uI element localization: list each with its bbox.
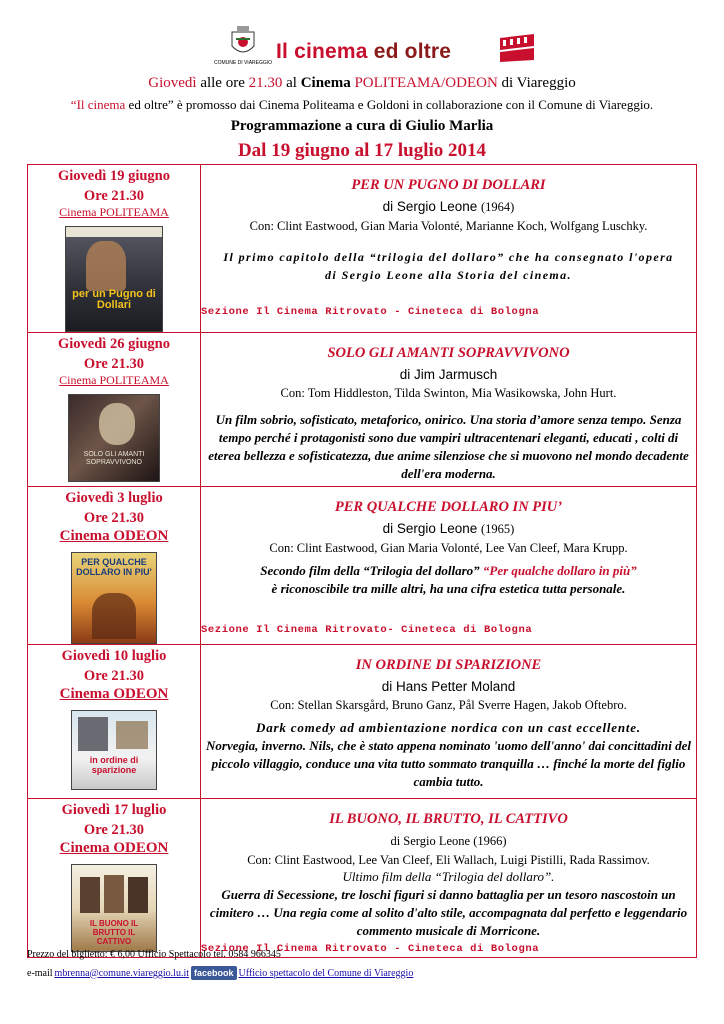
cinema-logo-icon	[500, 34, 534, 62]
promo-text: ed oltre” è promosso dai Cinema Politeama e Goldoni in collaborazione con il Comune di Viareggio.	[125, 97, 654, 112]
brand-part1: Il cinema	[276, 40, 368, 63]
desc-part: Dark comedy ad ambientazione nordica con un cast eccellente.	[256, 720, 641, 735]
event-day: Giovedì	[148, 75, 197, 91]
schedule-cell	[28, 487, 201, 645]
event-text: al	[282, 75, 301, 91]
film-poster	[68, 394, 160, 482]
event-text: alle ore	[196, 75, 249, 91]
film-director: di Jim Jarmusch	[399, 367, 498, 382]
facebook-icon[interactable]: facebook	[191, 966, 237, 980]
film-cast: Con: Clint Eastwood, Lee Van Cleef, Eli Wallach, Luigi Pistilli, Rada Rassimov.	[247, 853, 650, 867]
film-poster	[71, 552, 157, 644]
brand-part2: ed oltre	[373, 40, 452, 63]
film-date: Giovedì 3 luglio	[65, 490, 163, 506]
event-cinema-label: Cinema	[300, 75, 355, 91]
date-range: Dal 19 giugno al 17 luglio 2014	[237, 140, 487, 161]
film-cell	[201, 165, 697, 333]
brand-title	[276, 40, 451, 64]
film-cast: Con: Clint Eastwood, Gian Maria Volonté, Lee Van Cleef, Mara Krupp.	[269, 541, 628, 555]
film-description: Un film sobrio, sofisticato, metaforico, onirico. Una storia d’amore senza tempo. Senza tempo perché i protagonisti sono due vampiri ultracentenari eleganti, educati , colti di eterea bellezza e sofisticatezza, due anime silenziose che si muovono nel mondo decadente dell'era moderna.	[208, 412, 689, 481]
film-year: (1965)	[481, 522, 515, 536]
schedule-cell	[28, 165, 201, 333]
film-director: di Hans Petter Moland	[381, 679, 516, 694]
film-date: Giovedì 10 luglio	[61, 648, 167, 664]
schedule-cell	[28, 333, 201, 487]
poster-title: IL BUONO IL BRUTTO IL CATTIVO	[89, 919, 139, 946]
film-description	[201, 562, 696, 598]
desc-part: Secondo film della “Trilogia del dollaro”	[260, 563, 483, 578]
poster-title: PER QUALCHE DOLLARO IN PIU'	[76, 557, 152, 577]
film-description	[201, 868, 696, 940]
table-row	[28, 487, 697, 645]
desc-part: Norvegia, inverno. Nils, che è stato appena nominato 'uomo dell'anno' dai concittadini del piccolo villaggio, conduce una vita tutto sommato tranquilla … finché la morte del figlio cambia tutto.	[206, 738, 691, 789]
film-description: Il primo capitolo della “trilogia del dollaro” che ha consegnato l'opera di Sergio Leone alla Storia del cinema.	[223, 250, 674, 282]
film-time: Ore 21.30	[83, 356, 145, 372]
table-row	[28, 799, 697, 958]
film-date: Giovedì 26 giugno	[58, 336, 170, 352]
film-title: PER UN PUGNO DI DOLLARI	[351, 177, 546, 193]
promo-brand: “Il cinema	[70, 97, 126, 112]
film-date: Giovedì 19 giugno	[58, 168, 170, 184]
film-time: Ore 21.30	[83, 822, 145, 838]
film-description	[201, 719, 696, 791]
film-cell	[201, 333, 697, 487]
film-cell	[201, 487, 697, 645]
contact-line	[27, 966, 413, 980]
film-title: SOLO GLI AMANTI SOPRAVVIVONO	[327, 345, 570, 361]
event-line	[0, 75, 724, 92]
table-row	[28, 333, 697, 487]
email-link[interactable]: mbrenna@comune.viareggio.lu.it	[54, 967, 189, 979]
film-venue: Cinema POLITEAMA	[59, 373, 169, 387]
film-poster	[65, 226, 163, 332]
film-director: di Sergio Leone (1966)	[390, 834, 507, 848]
promo-line	[0, 97, 724, 113]
film-cell	[201, 799, 697, 958]
film-date: Giovedì 17 luglio	[61, 802, 167, 818]
email-label: e-mail	[27, 967, 53, 979]
crest-icon	[228, 24, 258, 60]
crest-label: COMUNE DI VIAREGGIO	[213, 60, 273, 66]
film-time: Ore 21.30	[83, 668, 145, 684]
director-name: di Sergio Leone	[382, 199, 478, 214]
film-poster	[71, 864, 157, 952]
film-cell	[201, 645, 697, 799]
curator-line: Programmazione a cura di Giulio Marlia	[230, 118, 494, 134]
poster-title: SOLO GLI AMANTI SOPRAVVIVONO	[83, 451, 145, 466]
film-director	[201, 199, 696, 215]
office-link[interactable]: Ufficio spettacolo del Comune di Viareggio	[238, 967, 414, 979]
film-venue: Cinema ODEON	[59, 686, 169, 702]
film-time: Ore 21.30	[83, 188, 145, 204]
event-time: 21.30	[248, 75, 283, 91]
film-venue: Cinema POLITEAMA	[59, 205, 169, 219]
event-city: di Viareggio	[497, 75, 576, 91]
desc-highlight: “Per qualche dollaro in più”	[482, 563, 637, 578]
film-poster	[71, 710, 157, 790]
poster-title: in ordine di sparizione	[89, 755, 139, 775]
film-cast: Con: Tom Hiddleston, Tilda Swinton, Mia Wasikowska, John Hurt.	[280, 386, 617, 400]
director-name: di Sergio Leone	[382, 521, 478, 536]
film-venue: Cinema ODEON	[59, 840, 169, 856]
desc-part: è riconoscibile tra mille altri, ha una cifra estetica tutta personale.	[271, 581, 626, 596]
desc-part: Ultimo film della “Trilogia del dollaro”.	[342, 869, 555, 884]
film-venue: Cinema ODEON	[59, 528, 169, 544]
film-title: IN ORDINE DI SPARIZIONE	[355, 657, 542, 673]
film-cast: Con: Clint Eastwood, Gian Maria Volonté, Marianne Koch, Wolfgang Luschky.	[249, 219, 648, 233]
film-section: Sezione Il Cinema Ritrovato- Cineteca di Bologna	[201, 624, 533, 636]
film-title: IL BUONO, IL BRUTTO, IL CATTIVO	[329, 811, 568, 827]
film-time: Ore 21.30	[83, 510, 145, 526]
program-table	[27, 164, 697, 958]
event-venues: POLITEAMA/ODEON	[354, 75, 498, 91]
film-cast: Con: Stellan Skarsgård, Bruno Ganz, Pål Sverre Hagen, Jakob Oftebro.	[270, 698, 627, 712]
film-title: PER QUALCHE DOLLARO IN PIU’	[334, 499, 563, 515]
table-row	[28, 165, 697, 333]
schedule-cell	[28, 645, 201, 799]
ticket-info: Prezzo del biglietto: € 6,00 Ufficio Spettacolo tel. 0584 966345	[27, 949, 281, 960]
film-section: Sezione Il Cinema Ritrovato - Cineteca di Bologna	[201, 306, 540, 318]
desc-part: Guerra di Secessione, tre loschi figuri si danno battaglia per un tesoro nascostoin un cimitero … Una regia come al solito d'alto stile, accompagnata dal perfetto e leggendario commento musicale di Morricone.	[209, 887, 688, 938]
film-director	[201, 521, 696, 537]
schedule-cell	[28, 799, 201, 958]
poster-title: per un Pugno di Dollari	[72, 288, 156, 311]
table-row	[28, 645, 697, 799]
film-year: (1964)	[481, 200, 515, 214]
film-section: Sezione Il Cinema Ritrovato - Cineteca di Bologna	[201, 943, 540, 955]
